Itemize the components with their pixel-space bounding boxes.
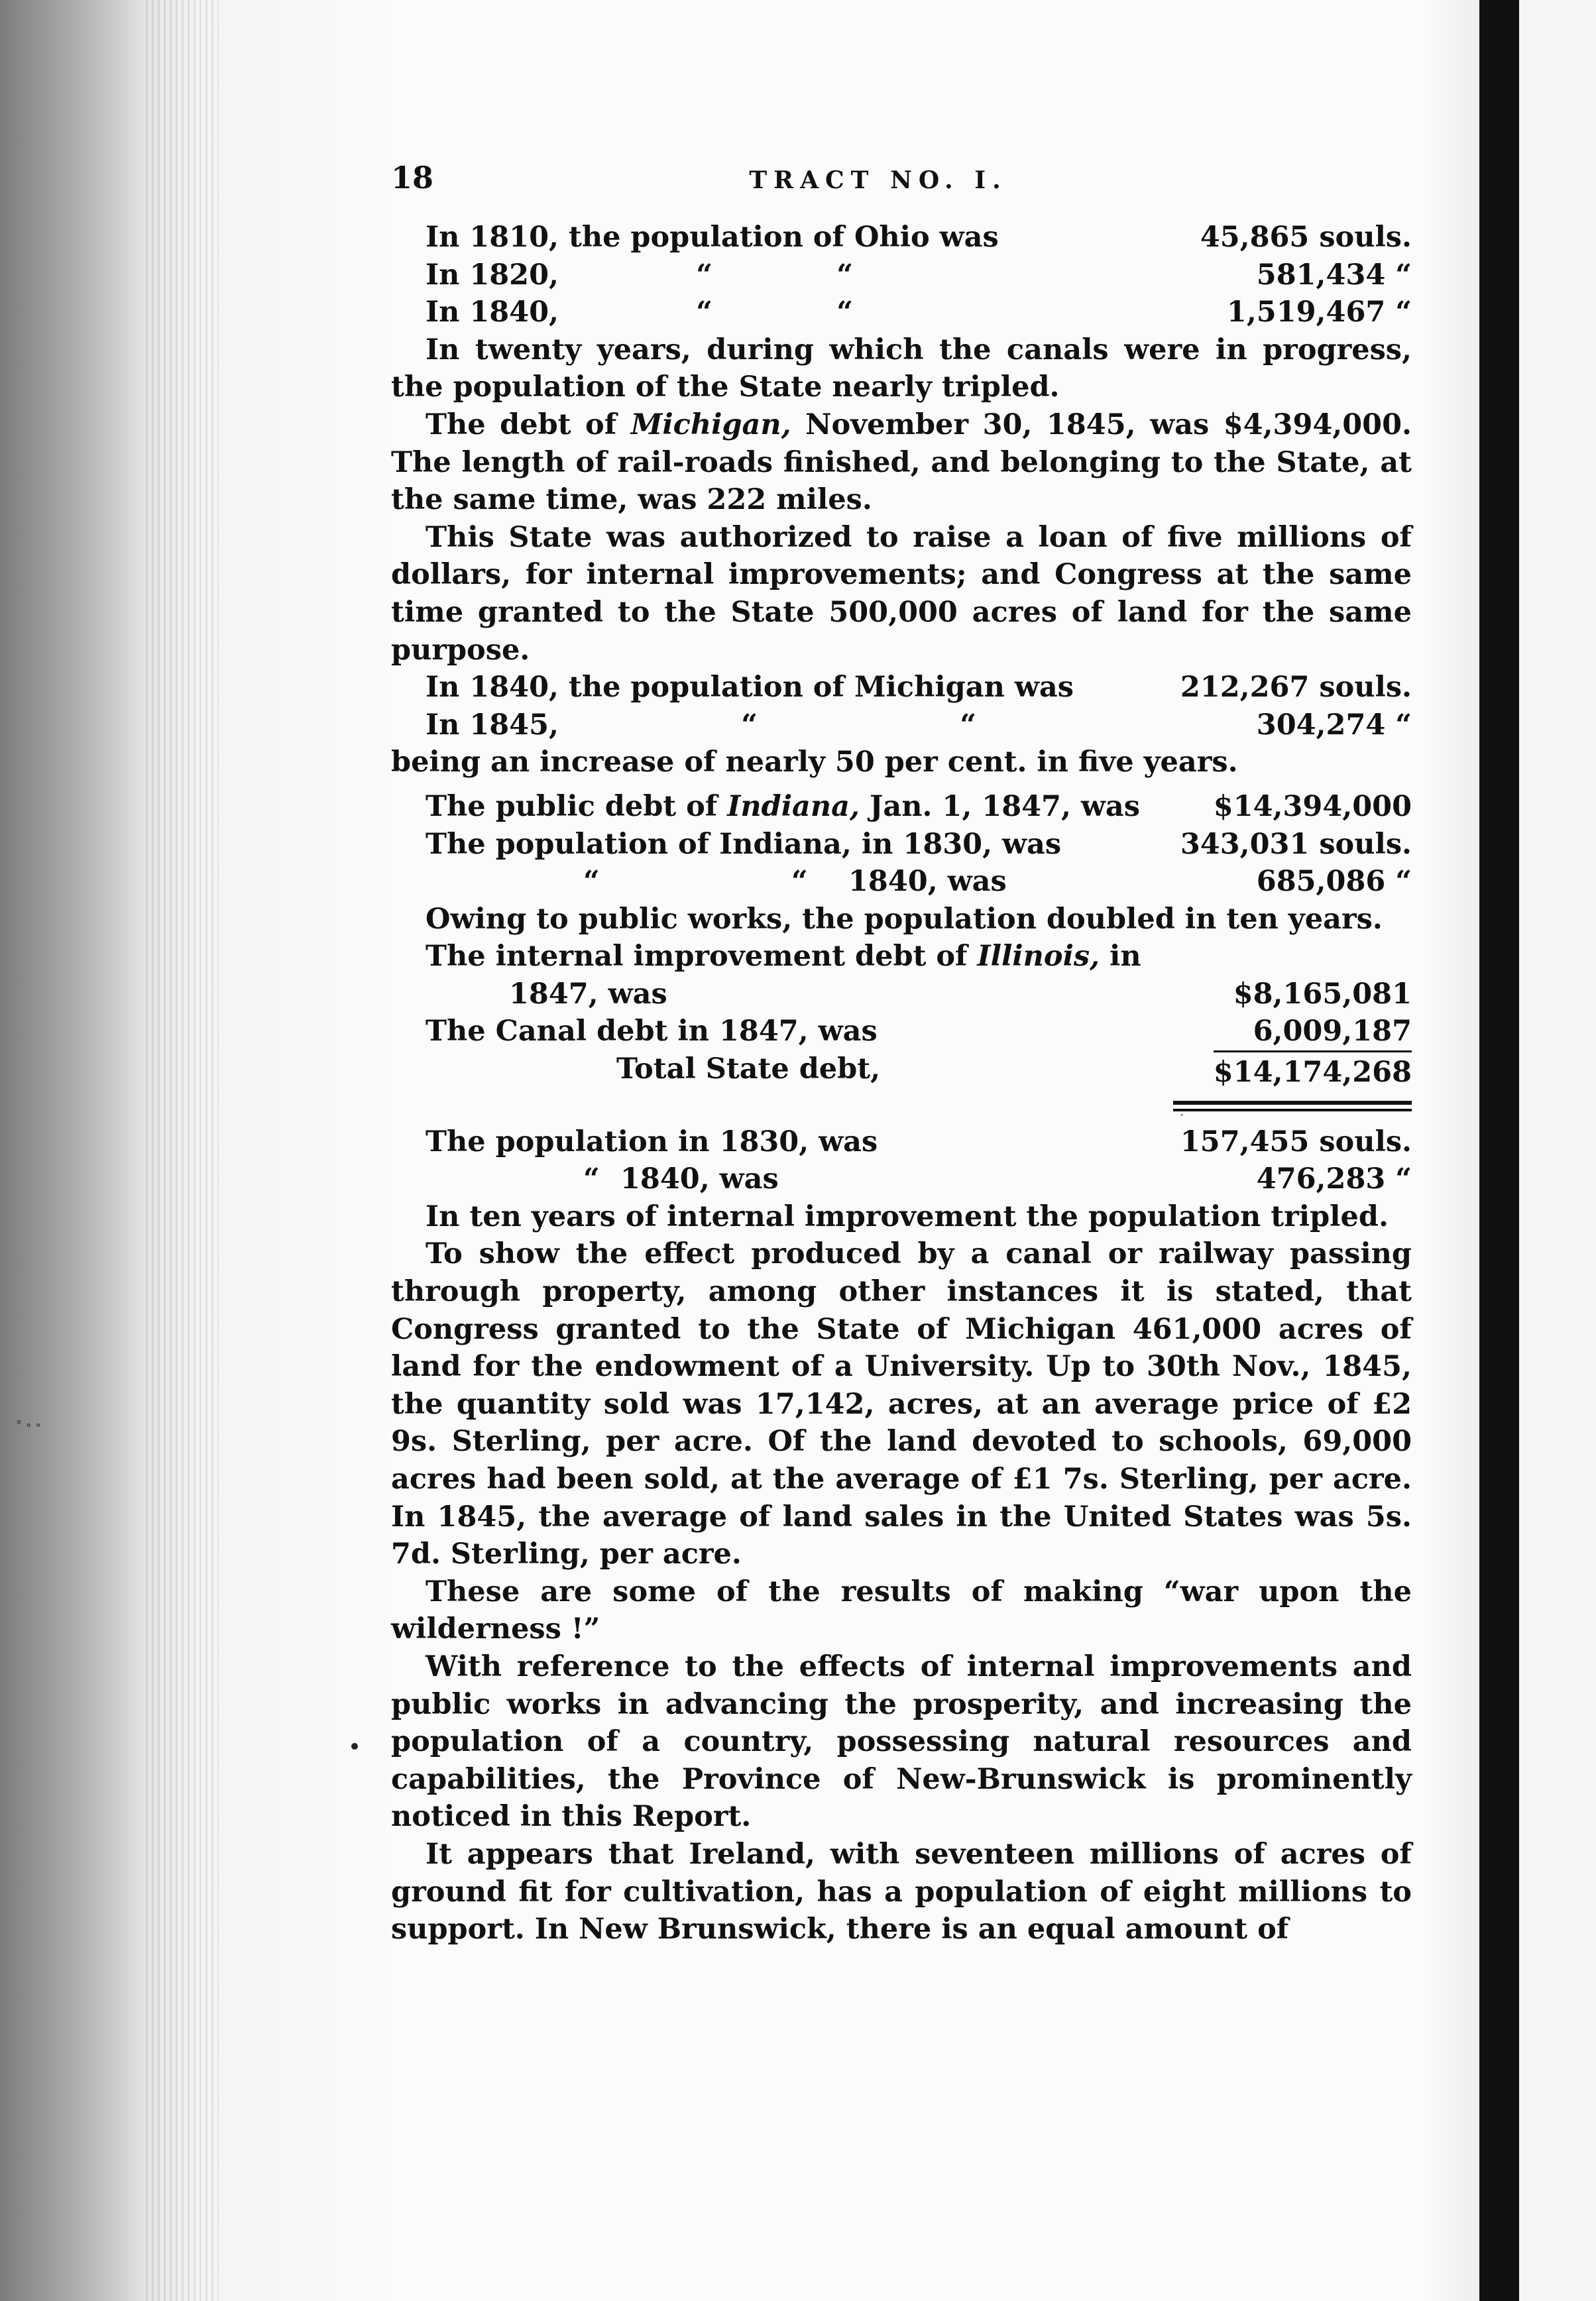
row-value: $14,174,268 <box>1214 1050 1412 1092</box>
michigan-summary: being an increase of nearly 50 per cent. in five years. <box>391 746 1238 779</box>
row-label: Total State debt, <box>616 1052 881 1086</box>
table-row <box>391 788 1412 826</box>
row-label-text: In 1845, <box>426 708 559 742</box>
text-run: The debt of <box>426 408 631 441</box>
michigan-debt-paragraph <box>391 406 1412 519</box>
row-label: The population in 1830, was <box>426 1125 878 1158</box>
paragraph: These are some of the results of making “war upon the wilderness !” <box>391 1575 1412 1646</box>
state-name: Illinois, <box>977 940 1100 974</box>
row-value: $14,394,000 <box>1213 789 1412 823</box>
row-label-text: In 1840, <box>426 296 559 329</box>
row-value: 212,267 souls. <box>1180 671 1412 704</box>
paragraph: To show the effect produced by a canal or railway passing through property, among other instances it is stated, that Congress granted to the State of Michigan 461,000 acres of land for the endowment of a University. Up to 30th Nov., 1845, the quantity sold was 17,142, acres, at an average price of £2 9s. Sterling, per acre. Of the land devoted to schools, 69,000 acres had been sold, at the average of £1 7s. Sterling, per acre. In 1845, the average of land sales in the United States was 5s. 7d. Sterling, per acre. <box>391 1237 1412 1571</box>
row-value: $8,165,081 <box>1233 977 1412 1011</box>
running-title: TRACT NO. I. <box>749 166 1007 194</box>
illinois-summary: In ten years of internal improvement the population tripled. <box>426 1200 1389 1233</box>
state-name: Michigan, <box>630 408 791 441</box>
illinois-debt-line <box>391 938 1412 976</box>
ditto-mark: “ <box>960 708 976 742</box>
michigan-loan-paragraph: This State was authorized to raise a loan of five millions of dollars, for internal improvements; and Congress at the same time granted to the State 500,000 acres of land for the same purpose. <box>391 520 1412 667</box>
state-name: Indiana, <box>727 789 860 823</box>
text-run: The public debt of <box>426 789 728 823</box>
row-value: 157,455 souls. <box>1180 1125 1412 1158</box>
right-margin <box>1519 0 1596 2301</box>
ditto-mark: “ <box>741 708 758 742</box>
table-row <box>391 1123 1412 1161</box>
total-double-rule <box>1173 1101 1412 1111</box>
row-value: 304,274 “ <box>1256 708 1412 742</box>
table-row <box>391 669 1412 706</box>
row-label: 1847, was <box>509 977 667 1011</box>
ditto-mark: “ <box>836 296 853 329</box>
table-row <box>391 826 1412 864</box>
ditto-mark: “ <box>836 258 853 292</box>
ditto-mark: “ <box>583 865 600 899</box>
row-value: 685,086 “ <box>1256 865 1412 899</box>
ditto-mark: “ <box>791 865 808 899</box>
row-label <box>391 788 1140 826</box>
ohio-summary: In twenty years, during which the canals were in progress, the population of the State nearly tripled. <box>391 333 1412 404</box>
page-header <box>391 159 1412 219</box>
row-label <box>391 294 853 331</box>
row-label: The population of Indiana, in 1830, was <box>426 827 1062 861</box>
table-row <box>391 294 1412 331</box>
row-label <box>391 256 853 294</box>
row-label <box>391 863 1007 901</box>
scan-speck: ° ∘ ∘ <box>16 1418 42 1432</box>
table-row <box>391 706 1412 744</box>
row-value: 476,283 “ <box>1256 1162 1412 1196</box>
paragraph: With reference to the effects of internal improvements and public works in advancing the prosperity, and increasing the population of a country, possessing natural resources and capabilities, the Province of New-Brunswick is prominently noticed in this Report. <box>391 1650 1412 1834</box>
table-row <box>391 256 1412 294</box>
scan-speck <box>351 1743 358 1750</box>
row-label <box>391 1160 779 1198</box>
table-row <box>391 976 1412 1013</box>
ditto-mark: “ <box>696 296 712 329</box>
paragraph: It appears that Ireland, with seventeen millions of acres of ground fit for cultivation, has a population of eight millions to support. In New Brunswick, there is an equal amount of <box>391 1837 1412 1946</box>
page-edge-shadow <box>1479 0 1519 2301</box>
table-row <box>391 1050 1412 1092</box>
text-run: Jan. 1, 1847, was <box>860 789 1140 823</box>
row-value: 343,031 souls. <box>1180 827 1412 861</box>
row-label-text: 1840, was <box>620 1162 779 1196</box>
text-run: The internal improvement debt of <box>426 940 978 974</box>
ditto-mark: “ <box>583 1162 600 1196</box>
row-label <box>391 706 976 744</box>
row-label: In 1840, the population of Michigan was <box>426 671 1074 704</box>
text-run: November 30, 1845, was $4,394,000. The length of rail-roads finished, and belonging to the State, at the same time, was 222 miles. <box>391 408 1412 517</box>
row-value: 1,519,467 “ <box>1226 296 1412 329</box>
row-value: 581,434 “ <box>1256 258 1412 292</box>
indiana-summary: Owing to public works, the population doubled in ten years. <box>426 902 1383 936</box>
row-label-text: 1840, was <box>848 865 1007 899</box>
table-row <box>391 219 1412 256</box>
row-label: The Canal debt in 1847, was <box>426 1015 878 1048</box>
row-value: 6,009,187 <box>1253 1015 1412 1048</box>
row-value: 45,865 souls. <box>1200 221 1412 254</box>
text-run: in <box>1100 940 1141 974</box>
table-row <box>391 863 1412 901</box>
scan-speck: · <box>1180 1107 1184 1123</box>
table-row <box>391 1160 1412 1198</box>
page-body <box>391 159 1412 2240</box>
table-row <box>391 1013 1412 1050</box>
page-number: 18 <box>391 160 434 196</box>
row-label-text: In 1820, <box>426 258 559 292</box>
row-label: In 1810, the population of Ohio was <box>426 221 999 254</box>
ditto-mark: “ <box>696 258 712 292</box>
binding-shadow <box>146 0 219 2301</box>
